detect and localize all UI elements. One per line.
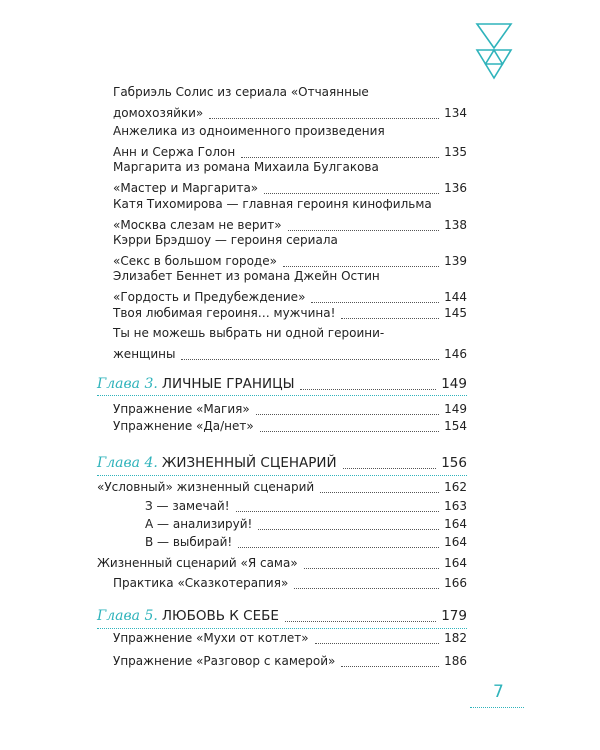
entry-title: Упражнение «Магия» — [113, 402, 250, 416]
toc-entry[interactable] — [113, 323, 467, 365]
dot-leader — [238, 547, 439, 548]
entry-title: А — анализируй! — [145, 517, 253, 531]
dot-leader — [236, 511, 440, 512]
entry-title: Упражнение «Да/нет» — [113, 419, 254, 433]
entry-title: З — замечай! — [145, 499, 230, 513]
page-ref: 146 — [444, 347, 467, 361]
page-ref: 136 — [444, 181, 467, 195]
entry-title: Жизненный сценарий «Я сама» — [97, 556, 298, 570]
page-number: 7 — [493, 682, 504, 702]
page-ref: 164 — [444, 556, 467, 570]
entry-title: Упражнение «Мухи от котлет» — [113, 631, 309, 645]
chapter-underline — [97, 475, 467, 476]
page-ref: 179 — [441, 608, 467, 624]
page-ref: 149 — [441, 376, 467, 392]
page-ref: 182 — [444, 631, 467, 645]
toc-entry[interactable] — [97, 477, 467, 498]
dot-leader — [285, 621, 436, 622]
toc-entry[interactable] — [113, 651, 467, 672]
chapter-title: ЛЮБОВЬ К СЕБЕ — [161, 608, 279, 624]
entry-title-line: Габриэль Солис из сериала «Отчаянные — [113, 85, 369, 99]
dot-leader — [300, 389, 436, 390]
chapter-underline — [97, 395, 467, 396]
dot-leader — [341, 666, 439, 667]
dot-leader — [256, 414, 439, 415]
entry-title-line: Ты не можешь выбрать ни одной героини- — [113, 326, 385, 340]
page-ref: 186 — [444, 654, 467, 668]
entry-title: В — выбирай! — [145, 535, 233, 549]
chapter-heading-5[interactable] — [97, 605, 467, 627]
dot-leader — [258, 529, 439, 530]
dot-leader — [294, 588, 439, 589]
page-ref: 138 — [444, 218, 467, 232]
chapter-title: ЖИЗНЕННЫЙ СЦЕНАРИЙ — [161, 455, 337, 471]
chapter-label: Глава 5. — [97, 608, 158, 624]
page-ref: 134 — [444, 106, 467, 120]
toc-entry[interactable] — [113, 82, 467, 124]
entry-title-line: Анжелика из одноименного произведения — [113, 124, 385, 138]
chapter-label: Глава 4. — [97, 455, 158, 471]
dot-leader — [320, 492, 439, 493]
page-ref: 166 — [444, 576, 467, 590]
dot-leader — [343, 468, 437, 469]
page-ref: 139 — [444, 254, 467, 268]
entry-title-line: женщины — [113, 347, 176, 361]
entry-title: «Условный» жизненный сценарий — [97, 480, 315, 494]
chapter-heading-4[interactable] — [97, 452, 467, 474]
page-ref: 164 — [444, 517, 467, 531]
page-ref: 154 — [444, 419, 467, 433]
entry-title-line: домохозяйки» — [113, 106, 204, 120]
entry-title-line: «Секс в большом городе» — [113, 254, 277, 268]
entry-title-line: «Гордость и Предубеждение» — [113, 290, 306, 304]
dot-leader — [341, 318, 439, 319]
entry-title-line: Анн и Сержа Голон — [113, 145, 236, 159]
toc-entry[interactable] — [113, 266, 467, 308]
toc-entry[interactable] — [113, 573, 467, 594]
page-ref: 164 — [444, 535, 467, 549]
entry-title-line: «Москва слезам не верит» — [113, 218, 282, 232]
page-ref: 156 — [441, 455, 467, 471]
dot-leader — [181, 359, 439, 360]
entry-title-line: Кэрри Брэдшоу — героиня сериала — [113, 233, 338, 247]
toc-entry[interactable] — [113, 628, 467, 649]
page-ref: 149 — [444, 402, 467, 416]
page-ref: 163 — [444, 499, 467, 513]
entry-title-line: Элизабет Беннет из романа Джейн Остин — [113, 269, 380, 283]
dot-leader — [315, 643, 439, 644]
toc-entry[interactable] — [113, 157, 467, 199]
entry-title-line: «Мастер и Маргарита» — [113, 181, 259, 195]
page-ref: 162 — [444, 480, 467, 494]
page-number-underline — [470, 707, 524, 708]
chapter-heading-3[interactable] — [97, 373, 467, 395]
dot-leader — [304, 568, 439, 569]
page-ref: 135 — [444, 145, 467, 159]
toc-entry[interactable] — [145, 532, 467, 553]
toc-entry[interactable] — [113, 416, 467, 437]
page-ref: 144 — [444, 290, 467, 304]
entry-title: Практика «Сказкотерапия» — [113, 576, 289, 590]
toc-entry[interactable] — [97, 553, 467, 574]
dot-leader — [260, 431, 439, 432]
chapter-title: ЛИЧНЫЕ ГРАНИЦЫ — [161, 376, 295, 392]
entry-title-line: Маргарита из романа Михаила Булгакова — [113, 160, 379, 174]
entry-title-line: Катя Тихомирова — главная героиня кинофильма — [113, 197, 432, 211]
chapter-label: Глава 3. — [97, 376, 158, 392]
toc-entry[interactable] — [113, 303, 467, 324]
page-ref: 145 — [444, 306, 467, 320]
entry-title-line: Твоя любимая героиня… мужчина! — [113, 306, 336, 320]
entry-title: Упражнение «Разговор с камерой» — [113, 654, 336, 668]
dot-leader — [209, 118, 439, 119]
